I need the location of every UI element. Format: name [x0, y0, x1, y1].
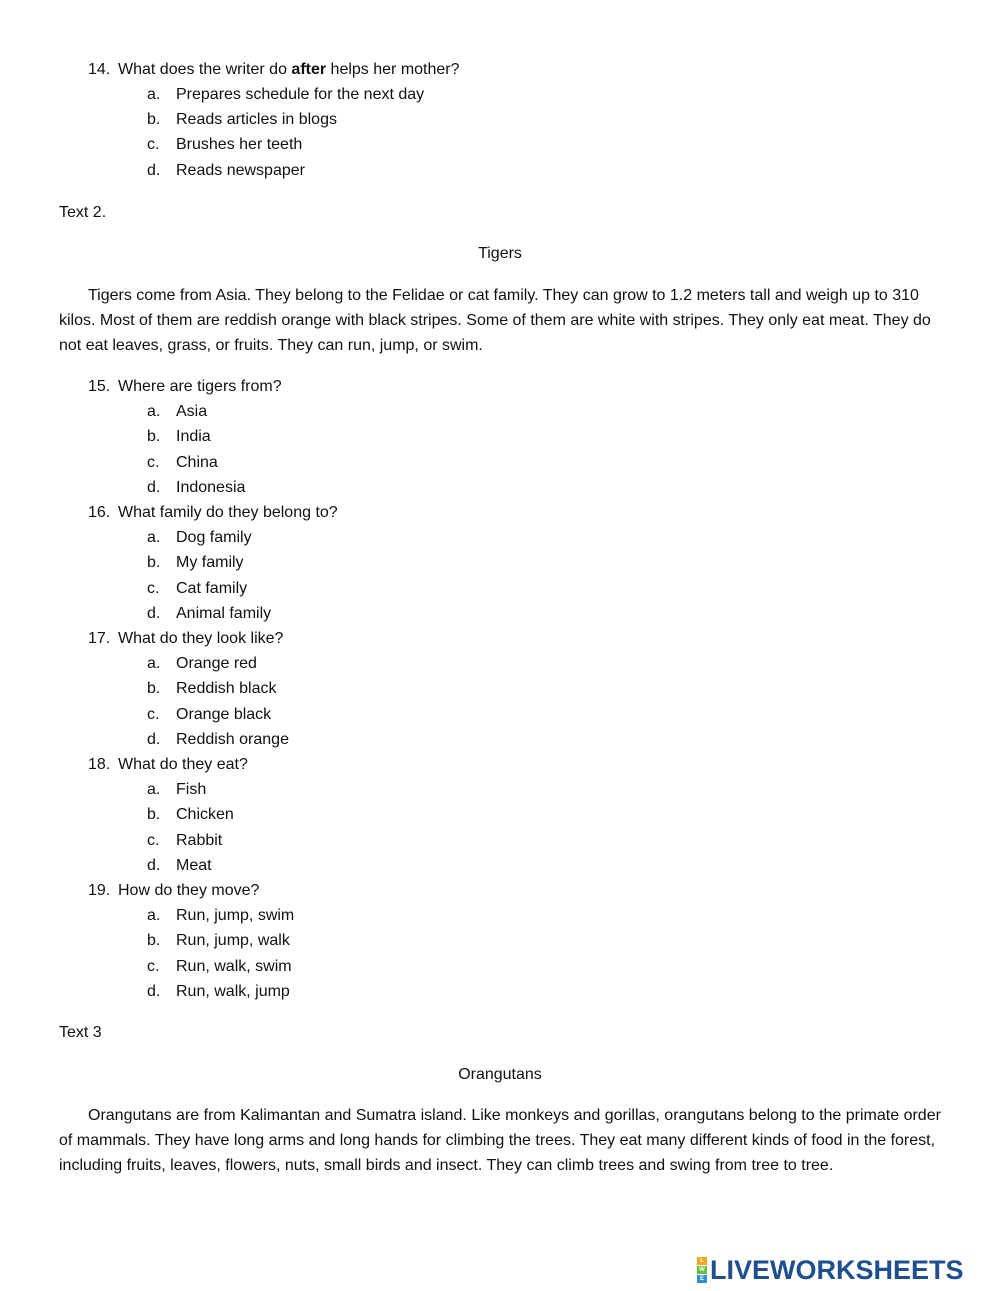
- option-text: Prepares schedule for the next day: [176, 86, 425, 103]
- option-letter: c.: [147, 958, 160, 975]
- option-text: Chicken: [176, 806, 234, 823]
- option-letter: b.: [147, 111, 161, 128]
- option-text: Orange red: [176, 655, 257, 672]
- option-letter: d.: [147, 162, 161, 179]
- option-text: Fish: [176, 781, 207, 798]
- logo-text: LIVEWORKSHEETS: [710, 1254, 964, 1285]
- option-text: Run, walk, jump: [176, 983, 290, 1000]
- option-text: Indonesia: [176, 479, 246, 496]
- option-letter: a.: [147, 781, 161, 798]
- option-text: Reddish black: [176, 680, 277, 697]
- option-letter: a.: [147, 529, 161, 546]
- liveworksheets-logo[interactable]: [697, 1255, 964, 1285]
- paragraph-text: Tigers come from Asia. They belong to the Felidae or cat family. They can grow to 1.2 meters tall and weigh up to 310 kilos. Most of them are reddish orange with black stripes. Some of them are white with stripes. They only eat meat. They do not eat leaves, grass, or fruits. They can run, jump, or swim.: [59, 287, 931, 354]
- question-number: 16.: [88, 504, 111, 521]
- section-label: Text 3: [59, 1024, 102, 1041]
- question-number: 17.: [88, 630, 111, 647]
- question-text-part: helps her mother?: [326, 61, 460, 78]
- option-text: My family: [176, 554, 244, 571]
- option-letter: b.: [147, 806, 161, 823]
- question-number: 15.: [88, 378, 111, 395]
- reading-paragraph: [59, 283, 949, 358]
- option-text: Orange black: [176, 706, 272, 723]
- option-letter: a.: [147, 86, 161, 103]
- option-letter: d.: [147, 605, 161, 622]
- option-text: Asia: [176, 403, 208, 420]
- option-text: Cat family: [176, 580, 248, 597]
- option-letter: b.: [147, 680, 161, 697]
- option-letter: d.: [147, 857, 161, 874]
- question-text-part: What does the writer do: [118, 61, 292, 78]
- option-letter: c.: [147, 832, 160, 849]
- question-text: What do they eat?: [118, 756, 248, 773]
- option-text: Run, jump, swim: [176, 907, 295, 924]
- option-text: Animal family: [176, 605, 272, 622]
- option-letter: a.: [147, 907, 161, 924]
- option-text: Meat: [176, 857, 212, 874]
- option-letter: c.: [147, 580, 160, 597]
- option-text: India: [176, 428, 211, 445]
- option-letter: d.: [147, 479, 161, 496]
- question-number: 19.: [88, 882, 111, 899]
- option-letter: b.: [147, 554, 161, 571]
- question-text: Where are tigers from?: [118, 378, 282, 395]
- option-letter: a.: [147, 655, 161, 672]
- question-text: What family do they belong to?: [118, 504, 338, 521]
- option-text: Reads articles in blogs: [176, 111, 337, 128]
- logo-block: W: [697, 1266, 707, 1274]
- option-text: China: [176, 454, 218, 471]
- option-text: Run, jump, walk: [176, 932, 290, 949]
- option-letter: d.: [147, 731, 161, 748]
- option-text: Dog family: [176, 529, 252, 546]
- question-number: 14.: [88, 61, 111, 78]
- option-letter: b.: [147, 932, 161, 949]
- question-text: What do they look like?: [118, 630, 284, 647]
- question-number: 18.: [88, 756, 111, 773]
- paragraph-text: Orangutans are from Kalimantan and Sumatra island. Like monkeys and gorillas, orangutans belong to the primate order of mammals. They have long arms and long hands for climbing the trees. They eat many different kinds of food in the forest, including fruits, leaves, flowers, nuts, small birds and insect. They can climb trees and swing from tree to tree.: [59, 1107, 941, 1174]
- question-text: [118, 60, 460, 80]
- option-letter: d.: [147, 983, 161, 1000]
- option-letter: b.: [147, 428, 161, 445]
- option-letter: a.: [147, 403, 161, 420]
- question-text: How do they move?: [118, 882, 260, 899]
- option-text: Reddish orange: [176, 731, 289, 748]
- question-text-bold: after: [291, 61, 327, 78]
- option-letter: c.: [147, 706, 160, 723]
- logo-block: E: [697, 1275, 707, 1283]
- option-letter: c.: [147, 136, 160, 153]
- logo-block: L: [697, 1257, 707, 1265]
- section-label: Text 2.: [59, 204, 107, 221]
- option-text: Brushes her teeth: [176, 136, 303, 153]
- option-text: Rabbit: [176, 832, 223, 849]
- option-letter: c.: [147, 454, 160, 471]
- section-title: Tigers: [478, 245, 522, 262]
- option-text: Reads newspaper: [176, 162, 305, 179]
- section-title: Orangutans: [458, 1066, 542, 1083]
- logo-icon: [697, 1257, 707, 1283]
- reading-paragraph: [59, 1103, 949, 1178]
- option-text: Run, walk, swim: [176, 958, 292, 975]
